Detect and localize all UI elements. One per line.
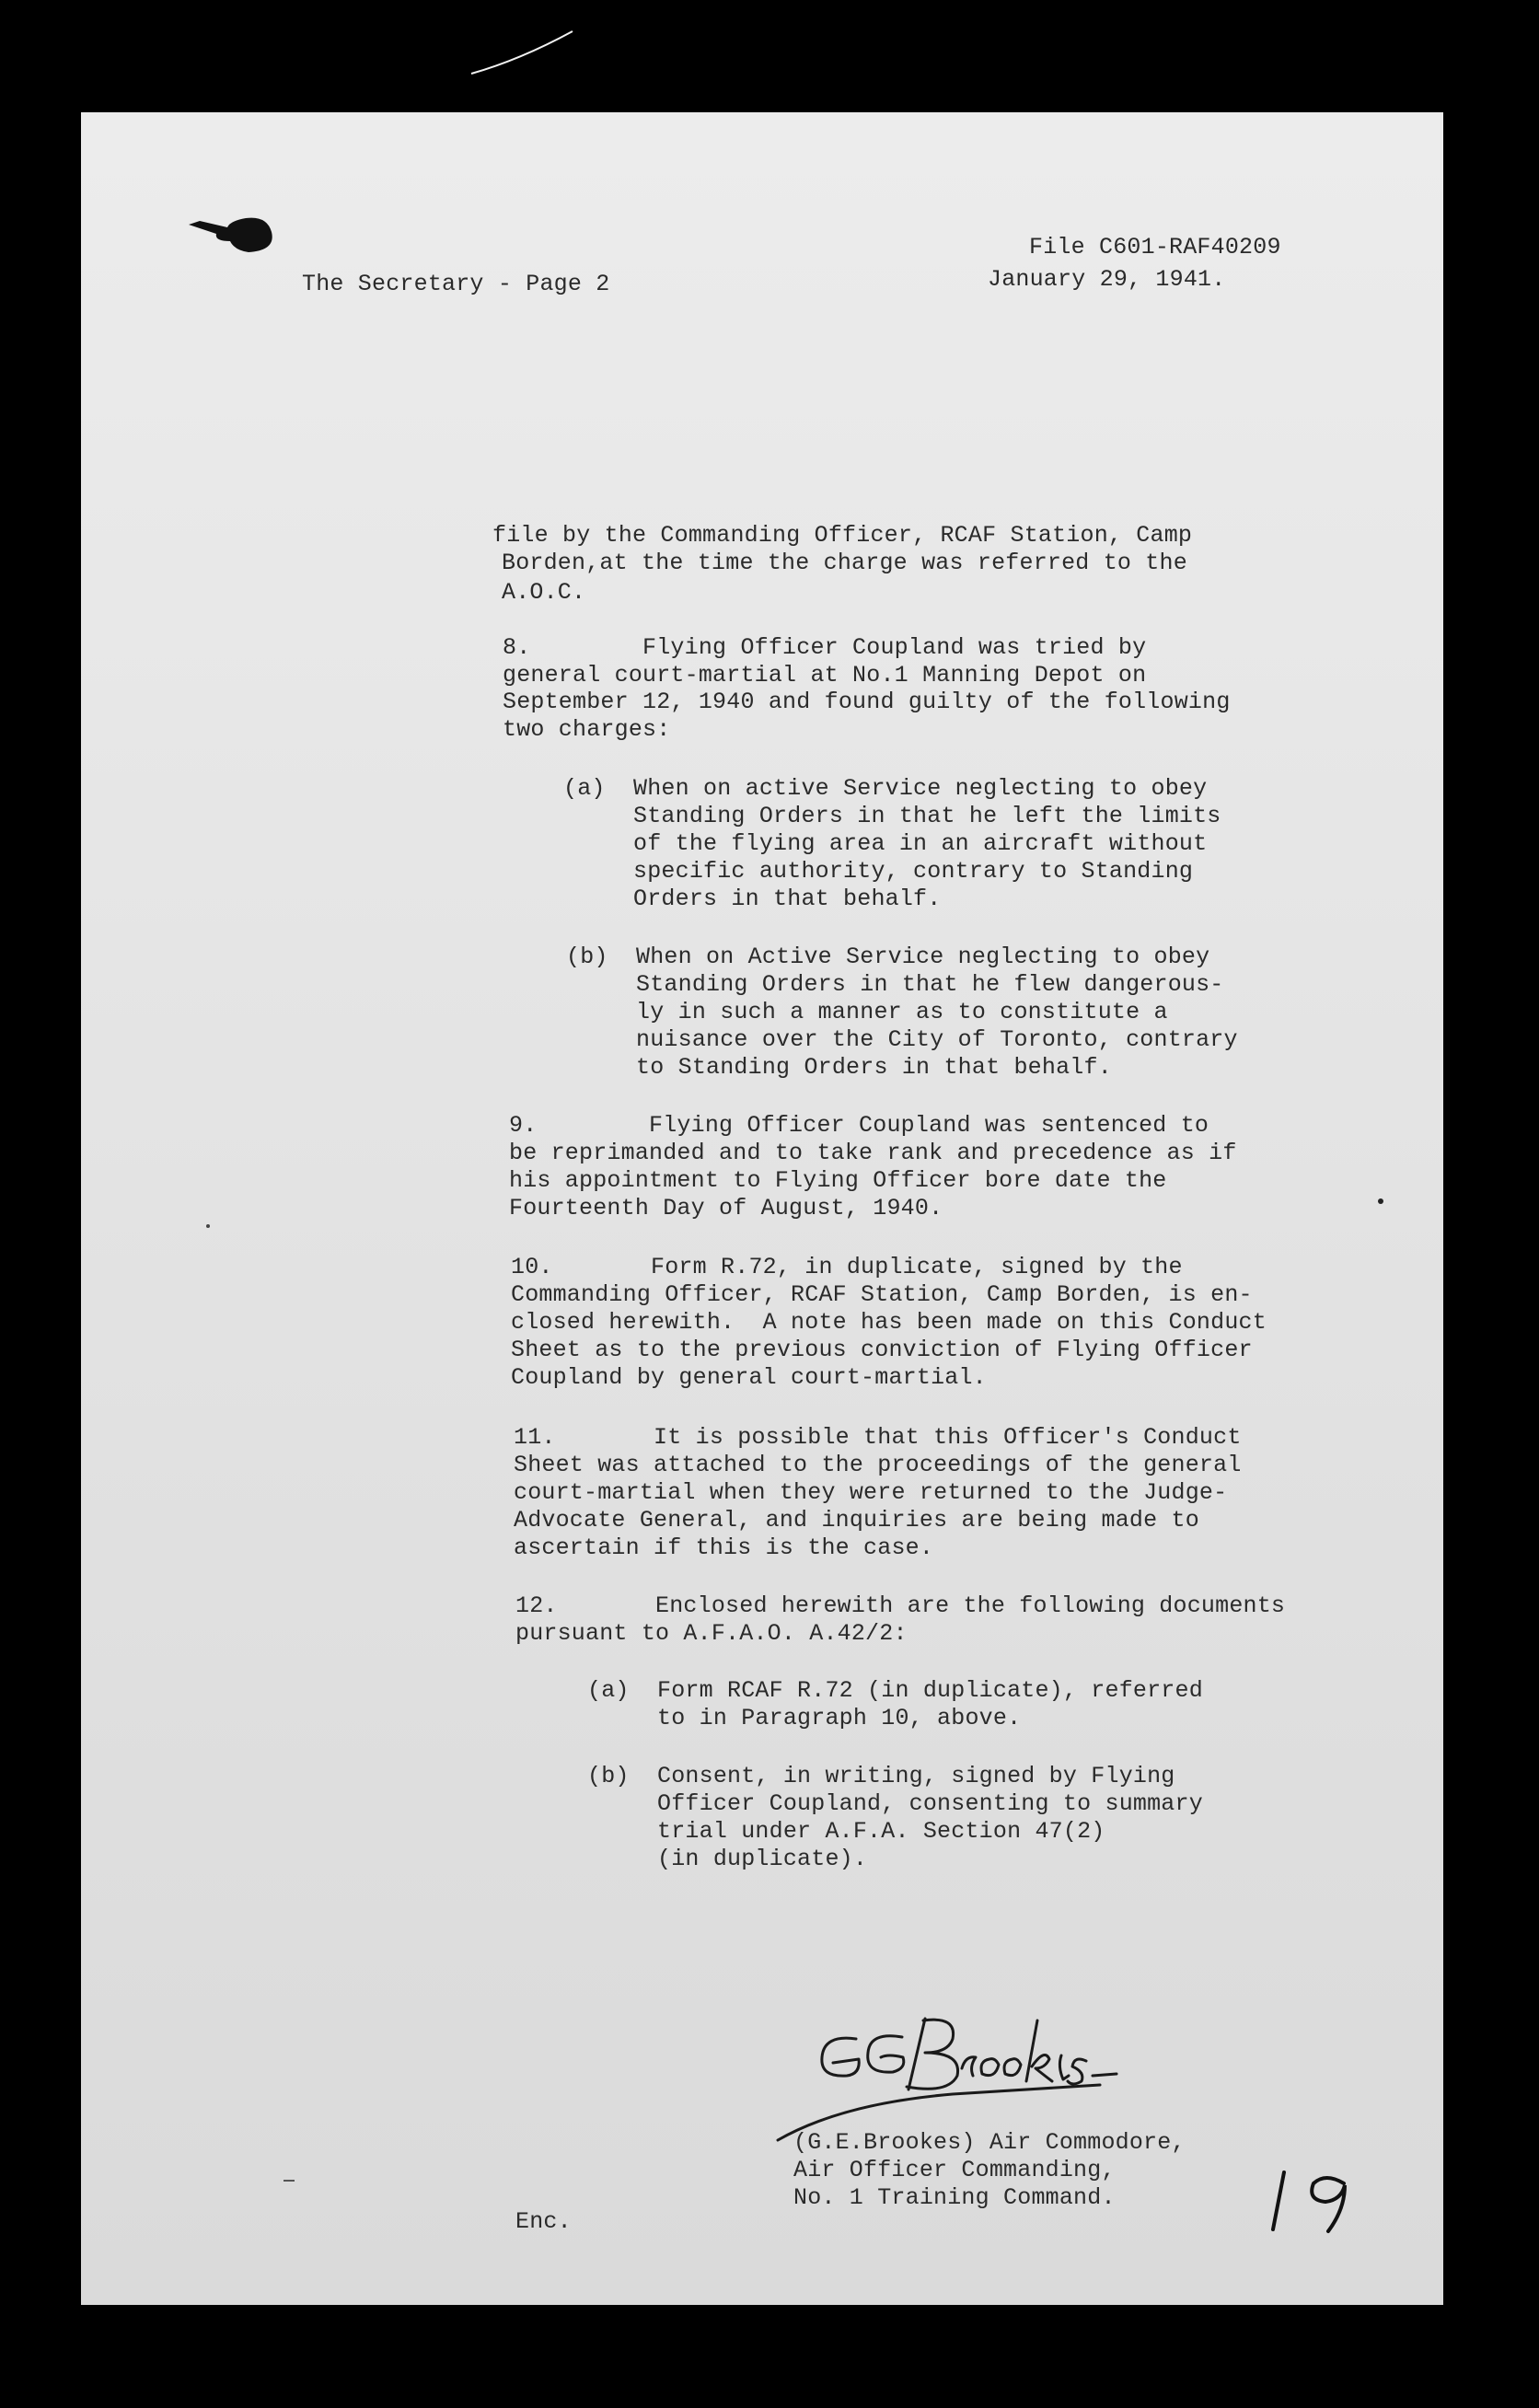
charge-a-line: of the flying area in an aircraft without xyxy=(563,830,1208,857)
paragraph-11-line: court-martial when they were returned to the Judge- xyxy=(514,1479,1228,1506)
paragraph-10-line: Commanding Officer, RCAF Station, Camp Borden, is en- xyxy=(511,1281,1253,1308)
paragraph-11-line: Advocate General, and inquiries are being made to xyxy=(514,1507,1199,1534)
body-line: Borden,at the time the charge was referred to the xyxy=(502,550,1187,576)
charge-a-line: Orders in that behalf. xyxy=(563,886,942,912)
signature-title-line: Air Officer Commanding, xyxy=(793,2157,1116,2183)
signature-name-line: (G.E.Brookes) Air Commodore, xyxy=(793,2129,1186,2156)
charge-b-line: (b) When on Active Service neglecting to obey xyxy=(566,944,1210,970)
body-line: file by the Commanding Officer, RCAF Station, Camp xyxy=(492,522,1193,549)
paragraph-8-line: general court-martial at No.1 Manning Depot on xyxy=(503,662,1147,689)
paragraph-11-line: 11. It is possible that this Officer's Conduct xyxy=(514,1424,1242,1451)
header-file-number: File C601-RAF40209 xyxy=(1029,234,1281,260)
charge-b-line: ly in such a manner as to constitute a xyxy=(566,999,1168,1025)
paragraph-8-line: September 12, 1940 and found guilty of the following xyxy=(503,689,1231,715)
paragraph-9-line: his appointment to Flying Officer bore date the xyxy=(509,1167,1167,1194)
signature-command-line: No. 1 Training Command. xyxy=(793,2184,1116,2211)
paragraph-10-line: Coupland by general court-martial. xyxy=(511,1364,987,1391)
header-left: The Secretary - Page 2 xyxy=(302,271,610,297)
body-line: A.O.C. xyxy=(502,579,586,606)
paragraph-10-line: Sheet as to the previous conviction of Flying Officer xyxy=(511,1337,1253,1363)
paragraph-8-line: two charges: xyxy=(503,716,671,743)
paragraph-10-line: closed herewith. A note has been made on this Conduct xyxy=(511,1309,1267,1336)
charge-a-line: specific authority, contrary to Standing xyxy=(563,858,1194,885)
paragraph-8-line: 8. Flying Officer Coupland was tried by xyxy=(503,634,1147,661)
enclosure-b-line: trial under A.F.A. Section 47(2) xyxy=(587,1818,1105,1845)
paper-speck xyxy=(204,1222,212,1230)
enclosure-label: Enc. xyxy=(515,2208,572,2235)
paragraph-11-line: ascertain if this is the case. xyxy=(514,1534,934,1561)
enclosure-b-line: (b) Consent, in writing, signed by Flying xyxy=(587,1763,1175,1789)
paper-speck xyxy=(1376,1197,1385,1206)
charge-a-line: Standing Orders in that he left the limits xyxy=(563,803,1221,829)
enclosure-a-line: to in Paragraph 10, above. xyxy=(587,1705,1022,1731)
charge-a-line: (a) When on active Service neglecting to obey xyxy=(563,775,1208,802)
enclosure-b-line: Officer Coupland, consenting to summary xyxy=(587,1790,1203,1817)
paper-speck xyxy=(284,2178,296,2183)
paragraph-9-line: 9. Flying Officer Coupland was sentenced to xyxy=(509,1112,1209,1139)
paragraph-12-line: 12. Enclosed herewith are the following documents xyxy=(515,1592,1286,1619)
charge-b-line: Standing Orders in that he flew dangerous- xyxy=(566,971,1224,998)
handwritten-page-number xyxy=(1256,2163,1367,2237)
paragraph-10-line: 10. Form R.72, in duplicate, signed by the xyxy=(511,1254,1183,1280)
stray-pen-mark xyxy=(469,28,575,78)
paragraph-9-line: be reprimanded and to take rank and precedence as if xyxy=(509,1140,1237,1166)
charge-b-line: to Standing Orders in that behalf. xyxy=(566,1054,1112,1081)
paragraph-9-line: Fourteenth Day of August, 1940. xyxy=(509,1195,943,1221)
enclosure-a-line: (a) Form RCAF R.72 (in duplicate), referred xyxy=(587,1677,1203,1704)
ink-blob-mark xyxy=(189,214,276,255)
charge-b-line: nuisance over the City of Toronto, contrary xyxy=(566,1026,1238,1053)
paragraph-12-line: pursuant to A.F.A.O. A.42/2: xyxy=(515,1620,908,1647)
header-date: January 29, 1941. xyxy=(988,266,1226,293)
paragraph-11-line: Sheet was attached to the proceedings of the general xyxy=(514,1452,1242,1478)
enclosure-b-line: (in duplicate). xyxy=(587,1846,868,1872)
